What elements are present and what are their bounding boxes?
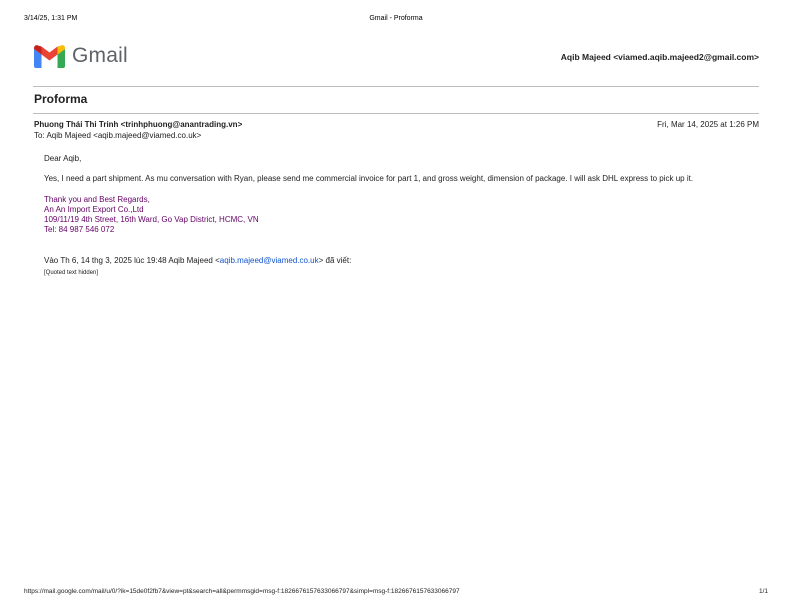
quote-intro-suffix: > đã viết: (318, 255, 352, 265)
print-date: 3/14/25, 1:31 PM (24, 15, 78, 22)
divider (33, 86, 759, 87)
gmail-wordmark: Gmail (72, 44, 128, 67)
gmail-logo-icon (34, 45, 65, 68)
email-subject: Proforma (34, 92, 88, 106)
quote-intro (44, 256, 759, 266)
email-date: Fri, Mar 14, 2025 at 1:26 PM (657, 120, 759, 129)
account-email: Aqib Majeed <viamed.aqib.majeed2@gmail.com> (560, 52, 759, 62)
signature-line: An An Import Export Co.,Ltd (44, 204, 144, 214)
print-title: Gmail - Proforma (369, 15, 423, 22)
page-number: 1/1 (758, 588, 768, 595)
signature-line: 109/11/19 4th Street, 16th Ward, Go Vap District, HCMC, VN (44, 215, 259, 225)
message-text: Yes, I need a part shipment. As mu conversation with Ryan, please send me commercial invoice for part 1, and gross weight, dimension of package. I will ask DHL express to pick up it. (44, 174, 694, 184)
sender: Phuong Thái Thi Trinh <trinhphuong@anantrading.vn> (34, 120, 243, 129)
signature-line: Thank you and Best Regards, (44, 194, 150, 204)
footer-url: https://mail.google.com/mail/u/0/?ik=15de0f2fb7&view=pt&search=all&permmsgid=msg-f:1826676157633066797&simpl=msg-f:1826676157633066797 (24, 588, 460, 595)
recipient: To: Aqib Majeed <aqib.majeed@viamed.co.uk> (34, 131, 202, 140)
gmail-logo[interactable] (34, 44, 154, 70)
quoted-text-toggle[interactable]: [Quoted text hidden] (44, 270, 99, 277)
signature (44, 195, 759, 236)
signature-line: Tel: 84 987 546 072 (44, 225, 115, 235)
quote-email-link[interactable]: aqib.majeed@viamed.co.uk (219, 255, 319, 265)
quote-intro-prefix: Vào Th 6, 14 thg 3, 2025 lúc 19:48 Aqib Majeed < (44, 255, 220, 265)
greeting: Dear Aqib, (44, 154, 82, 163)
email-body (44, 154, 759, 278)
divider (33, 113, 759, 114)
